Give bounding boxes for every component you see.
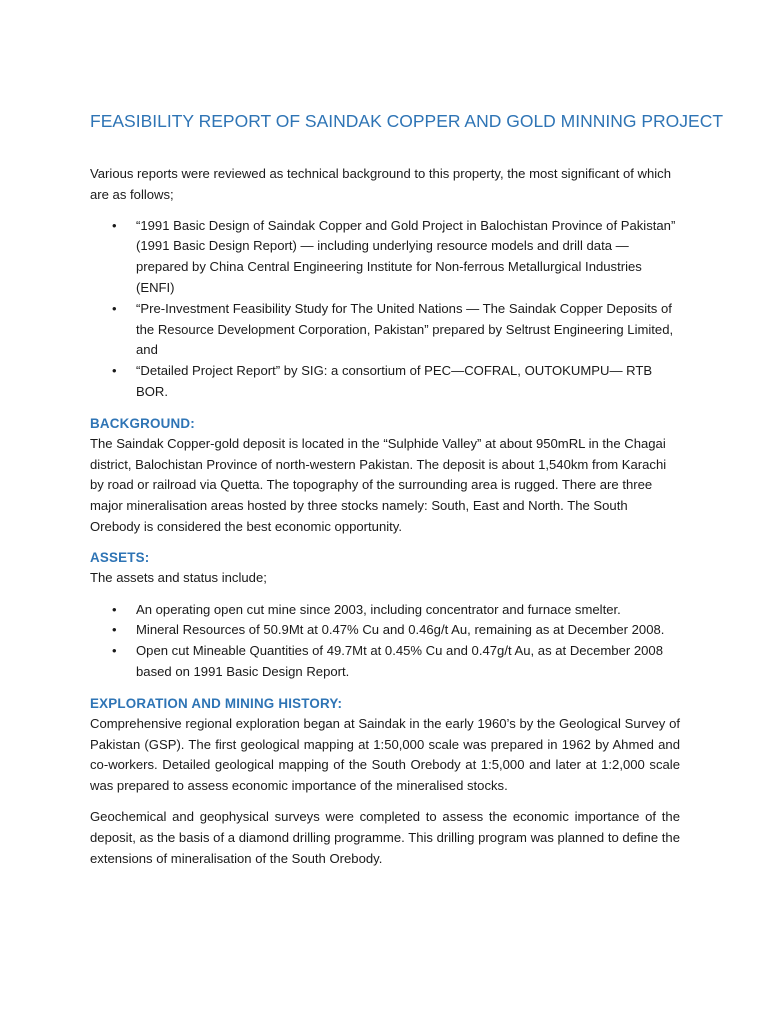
intro-paragraph: Various reports were reviewed as technical background to this property, the most significant of which are as follows; (90, 166, 672, 202)
list-item-text: “Detailed Project Report” by SIG: a consortium of PEC—COFRAL, OUTOKUMPU— RTB BOR. (136, 363, 653, 399)
background-paragraph: The Saindak Copper-gold deposit is located in the “Sulphide Valley” at about 950mRL in the Chagai district, Balochistan Province of north-western Pakistan. The deposit is about 1,540km from Karachi by road or railroad via Quetta. The topography of the surrounding area is rugged. There are three major mineralisation areas hosted by three stocks namely: South, East and North. The South Orebody is considered the best economic opportunity. (90, 435, 667, 534)
assets-heading: ASSETS: (90, 549, 150, 565)
document-page (90, 108, 724, 869)
list-item-text: An operating open cut mine since 2003, including concentrator and furnace smelter. (136, 601, 621, 617)
document-title: FEASIBILITY REPORT OF SAINDAK COPPER AND GOLD MINNING PROJECT (90, 111, 724, 131)
bullet-icon: • (112, 622, 117, 638)
assets-intro: The assets and status include; (90, 569, 267, 585)
background-heading: BACKGROUND: (90, 415, 195, 431)
list-item (90, 361, 680, 403)
list-item-text: Mineral Resources of 50.9Mt at 0.47% Cu and 0.46g/t Au, remaining as at December 2008. (136, 622, 665, 638)
history-heading: EXPLORATION AND MINING HISTORY: (90, 695, 343, 711)
bullet-icon: • (112, 601, 117, 617)
list-item-text: “Pre-Investment Feasibility Study for The United Nations — The Saindak Copper Deposits of the Resource Development Corporation, Pakistan” prepared by Seltrust Engineering Limited, and (136, 300, 674, 358)
list-item (90, 216, 680, 299)
list-item (90, 600, 680, 621)
list-item (90, 641, 680, 683)
history-paragraph-2: Geochemical and geophysical surveys were completed to assess the economic importance of the deposit, as the basis of a diamond drilling programme. This drilling program was planned to define the extensions of mineralisation of the South Orebody. (90, 808, 680, 866)
reports-list (90, 216, 680, 403)
bullet-icon: • (112, 300, 117, 316)
list-item (90, 299, 680, 361)
list-item-text: “1991 Basic Design of Saindak Copper and Gold Project in Balochistan Province of Pakistan” (1991 Basic Design Report) — including underlying resource models and drill data — prepared by China Central Engineering Institute for Non-ferrous Metallurgical Industries (ENFI) (136, 217, 676, 295)
bullet-icon: • (112, 363, 117, 379)
bullet-icon: • (112, 643, 117, 659)
list-item (90, 620, 680, 641)
assets-list (90, 600, 680, 683)
list-item-text: Open cut Mineable Quantities of 49.7Mt at 0.45% Cu and 0.47g/t Au, as at December 2008 based on 1991 Basic Design Report. (136, 643, 663, 679)
history-paragraph-1: Comprehensive regional exploration began at Saindak in the early 1960’s by the Geological Survey of Pakistan (GSP). The first geological mapping at 1:50,000 scale was prepared in 1962 by Ahmed and co-workers. Detailed geological mapping of the South Orebody at 1:5,000 and later at 1:2,000 scale was prepared to assess economic importance of the mineralised stocks. (90, 715, 680, 794)
bullet-icon: • (112, 217, 117, 233)
